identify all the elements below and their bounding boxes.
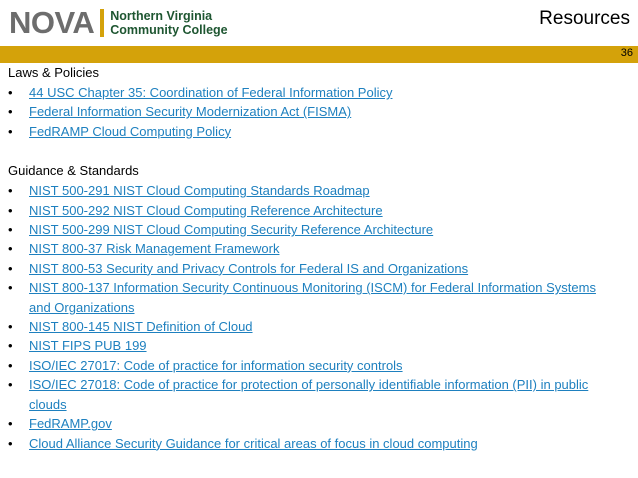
- list-item: [8, 220, 608, 239]
- list-item: [8, 122, 608, 141]
- resource-link[interactable]: ISO/IEC 27018: Code of practice for protection of personally identifiable information (PII) in public clouds: [29, 377, 589, 412]
- bullet-icon: •: [8, 377, 13, 393]
- resource-link[interactable]: FedRAMP Cloud Computing Policy: [29, 123, 232, 139]
- resource-link[interactable]: Federal Information Security Modernization Act (FISMA): [29, 104, 352, 120]
- bullet-icon: •: [8, 260, 13, 276]
- bullet-icon: •: [8, 104, 13, 120]
- list-item: [8, 201, 608, 220]
- resource-link[interactable]: NIST 500-291 NIST Cloud Computing Standards Roadmap: [29, 183, 370, 199]
- bullet-icon: •: [8, 280, 13, 296]
- list-item: [8, 278, 608, 317]
- resource-link[interactable]: NIST 500-299 NIST Cloud Computing Security Reference Architecture: [29, 222, 434, 238]
- list-item: [8, 317, 608, 336]
- logo-wordmark: NOVA: [9, 5, 95, 40]
- resource-link[interactable]: NIST 800-137 Information Security Continuous Monitoring (ISCM) for Federal Information Systems and Organizations: [29, 280, 596, 315]
- list-item: [8, 239, 608, 258]
- bullet-icon: •: [8, 357, 13, 373]
- logo-divider: [100, 9, 104, 37]
- resource-link[interactable]: NIST 800-145 NIST Definition of Cloud: [29, 319, 253, 335]
- list-item: [8, 102, 608, 121]
- list-item: [8, 336, 608, 355]
- resource-link[interactable]: NIST 800-37 Risk Management Framework: [29, 241, 280, 257]
- bullet-icon: •: [8, 202, 13, 218]
- list-item: [8, 356, 608, 375]
- header-gold-bar: [0, 46, 638, 63]
- bullet-icon: •: [8, 241, 13, 257]
- list-item: [8, 83, 608, 102]
- bullet-icon: •: [8, 85, 13, 100]
- list-item: [8, 181, 608, 200]
- resource-link[interactable]: NIST FIPS PUB 199: [29, 338, 147, 354]
- bullet-icon: •: [8, 435, 13, 451]
- logo-college-name: [110, 9, 227, 37]
- logo-line-2: Community College: [110, 23, 228, 37]
- list-item: [8, 259, 608, 278]
- resource-link[interactable]: FedRAMP.gov: [29, 416, 112, 432]
- slide-header: [0, 0, 638, 46]
- bullet-icon: •: [8, 183, 13, 199]
- nova-logo: [9, 5, 228, 40]
- resource-link[interactable]: ISO/IEC 27017: Code of practice for information security controls: [29, 357, 403, 373]
- list-item: [8, 414, 608, 433]
- logo-line-1: Northern Virginia: [110, 9, 213, 23]
- bullet-icon: •: [8, 123, 13, 139]
- list-item: [8, 375, 608, 414]
- slide-title: Resources: [539, 8, 630, 29]
- resource-link[interactable]: Cloud Alliance Security Guidance for critical areas of focus in cloud computing: [29, 435, 478, 451]
- section-title-laws: Laws & Policies: [8, 65, 100, 80]
- bullet-icon: •: [8, 222, 13, 238]
- slide-content: [8, 63, 608, 453]
- bullet-icon: •: [8, 319, 13, 335]
- slide-number: 36: [620, 47, 633, 59]
- guidance-list: [8, 181, 608, 453]
- resource-link[interactable]: NIST 500-292 NIST Cloud Computing Reference Architecture: [29, 202, 383, 218]
- list-item: [8, 434, 608, 453]
- bullet-icon: •: [8, 416, 13, 432]
- laws-list: [8, 83, 608, 141]
- bullet-icon: •: [8, 338, 13, 354]
- section-title-guidance: Guidance & Standards: [8, 163, 139, 179]
- section-spacer: [8, 141, 608, 161]
- resource-link[interactable]: NIST 800-53 Security and Privacy Controls for Federal IS and Organizations: [29, 260, 469, 276]
- resource-link[interactable]: 44 USC Chapter 35: Coordination of Federal Information Policy: [29, 85, 393, 100]
